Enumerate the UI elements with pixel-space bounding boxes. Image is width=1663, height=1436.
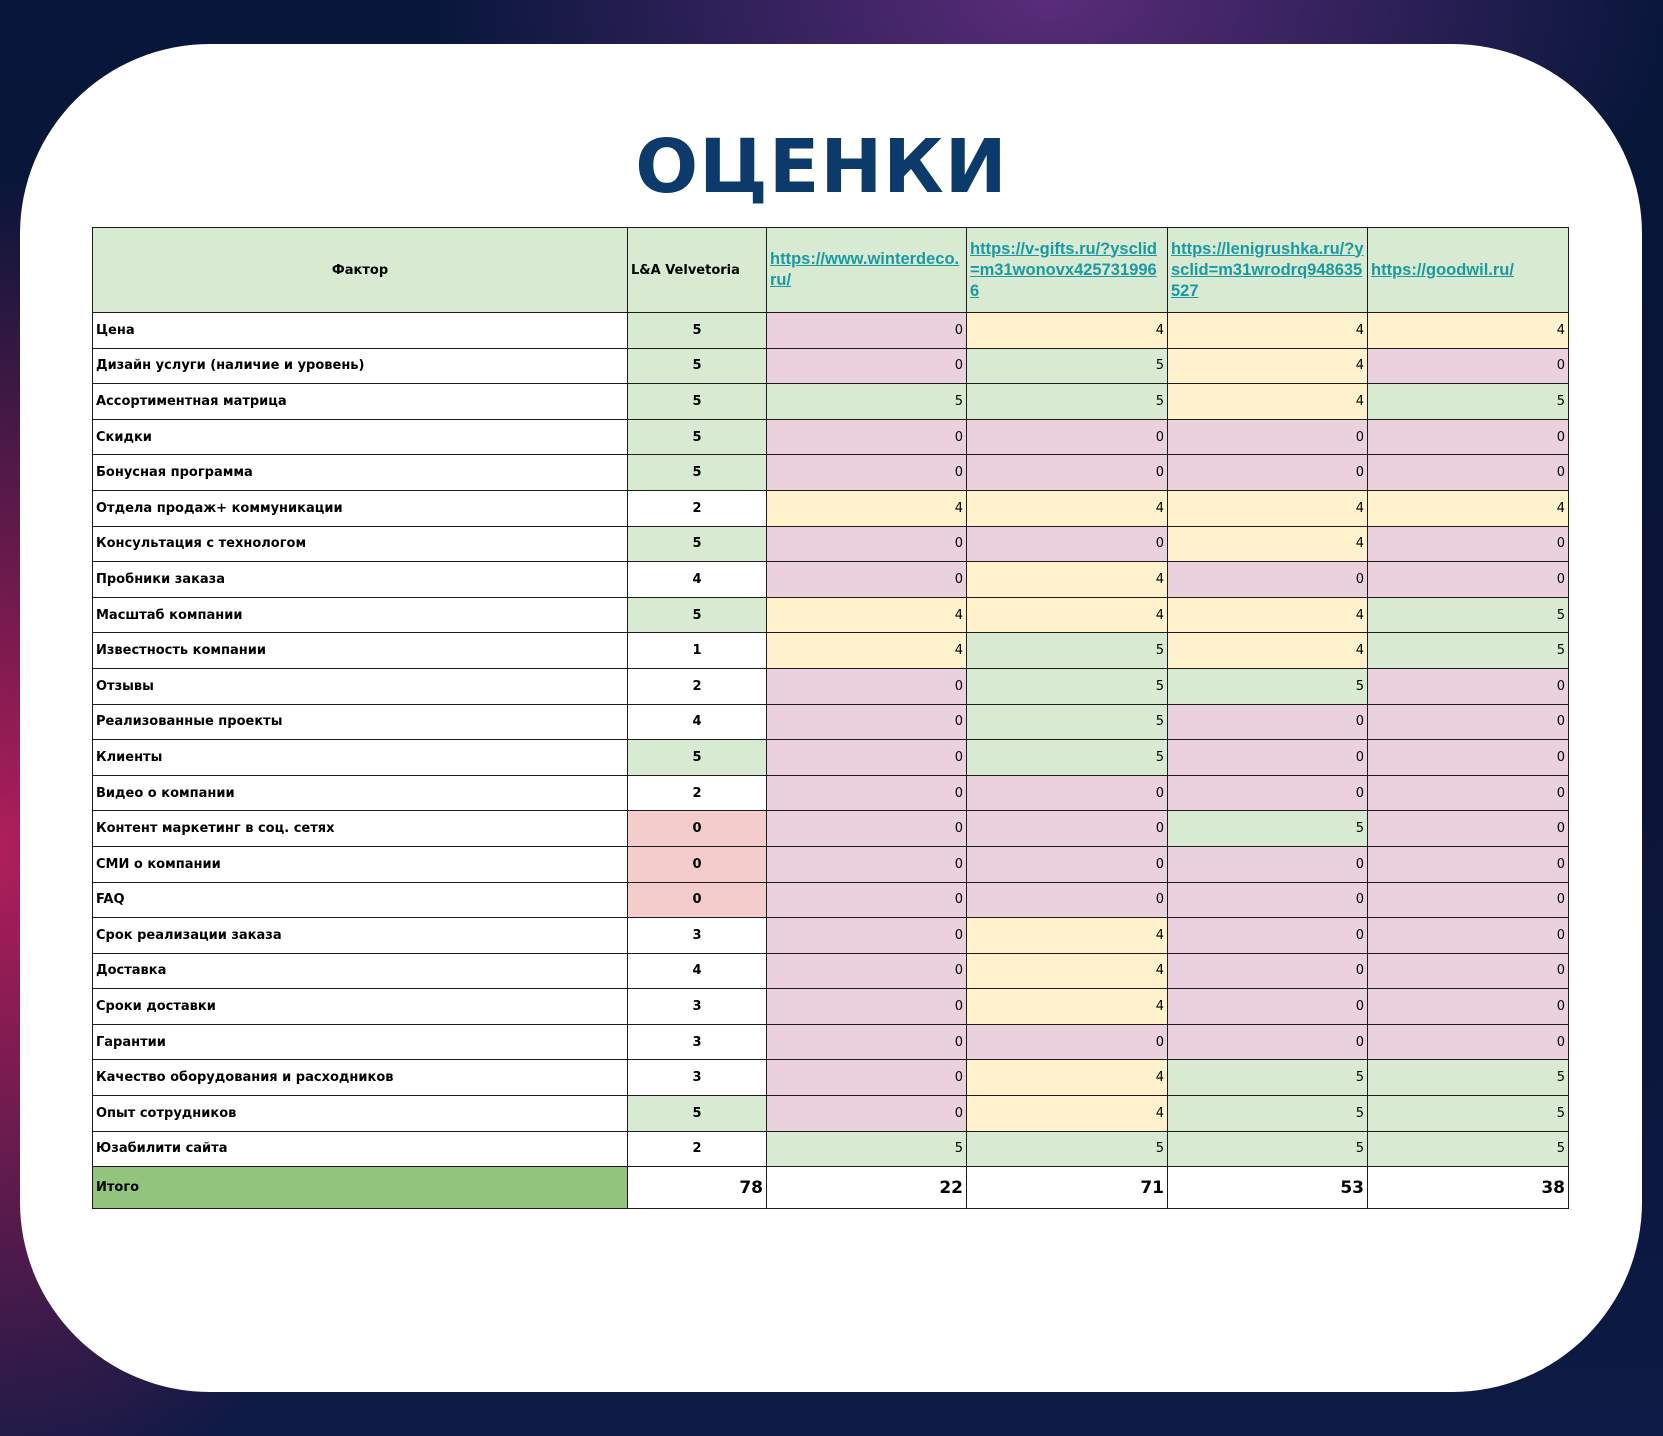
table-row [93,668,1569,704]
score-cell: 5 [1368,633,1569,669]
own-score-cell: 0 [628,882,767,918]
score-cell: 4 [1168,490,1368,526]
table-row [93,455,1569,491]
table-row [93,846,1569,882]
header-competitor-3 [1168,228,1368,313]
factor-cell: FAQ [93,882,628,918]
own-score-cell: 4 [628,562,767,598]
table-header-row [93,228,1569,313]
factor-cell: Отдела продаж+ коммуникации [93,490,628,526]
table-row [93,419,1569,455]
table-row [93,490,1569,526]
score-cell: 0 [967,882,1168,918]
score-cell: 5 [1368,1096,1569,1132]
score-cell: 0 [767,1024,967,1060]
factor-cell: Доставка [93,953,628,989]
score-cell: 0 [1368,419,1569,455]
score-cell: 0 [967,419,1168,455]
score-cell: 0 [1368,989,1569,1025]
score-cell: 0 [1168,740,1368,776]
own-score-cell: 5 [628,348,767,384]
factor-cell: СМИ о компании [93,846,628,882]
total-row [93,1167,1569,1209]
score-cell: 4 [1368,313,1569,349]
score-cell: 4 [967,953,1168,989]
score-cell: 0 [767,953,967,989]
table-row [93,1024,1569,1060]
score-cell: 0 [1368,668,1569,704]
own-score-cell: 5 [628,419,767,455]
score-cell: 0 [767,526,967,562]
table-row [93,918,1569,954]
own-score-cell: 5 [628,313,767,349]
score-cell: 0 [767,775,967,811]
page-title: ОЦЕНКИ [635,124,1008,210]
table-row [93,348,1569,384]
score-cell: 4 [1168,384,1368,420]
score-cell: 0 [1168,846,1368,882]
table-row [93,989,1569,1025]
scores-table [92,227,1569,1209]
score-cell: 5 [967,348,1168,384]
own-score-cell: 2 [628,668,767,704]
score-cell: 0 [1368,562,1569,598]
score-cell: 0 [767,1060,967,1096]
own-score-cell: 0 [628,846,767,882]
score-cell: 0 [1368,846,1569,882]
competitor-link[interactable]: https://www.winterdeco.ru/ [770,250,960,289]
score-cell: 0 [1168,419,1368,455]
score-cell: 0 [1368,953,1569,989]
score-cell: 0 [967,811,1168,847]
factor-cell: Ассортиментная матрица [93,384,628,420]
factor-cell: Юзабилити сайта [93,1131,628,1167]
score-cell: 5 [967,668,1168,704]
score-cell: 0 [1168,455,1368,491]
score-cell: 5 [967,704,1168,740]
score-cell: 5 [967,384,1168,420]
competitor-link[interactable]: https://lenigrushka.ru/?ysclid=m31wrodrq948635527 [1171,239,1364,300]
factor-cell: Цена [93,313,628,349]
factor-cell: Качество оборудования и расходников [93,1060,628,1096]
score-cell: 5 [1368,384,1569,420]
factor-cell: Срок реализации заказа [93,918,628,954]
factor-cell: Консультация с технологом [93,526,628,562]
score-cell: 4 [967,490,1168,526]
own-score-cell: 2 [628,490,767,526]
own-score-cell: 4 [628,953,767,989]
score-cell: 0 [767,455,967,491]
score-cell: 0 [767,562,967,598]
factor-cell: Отзывы [93,668,628,704]
own-score-cell: 1 [628,633,767,669]
header-factor: Фактор [93,228,628,313]
score-cell: 0 [767,740,967,776]
table-row [93,1131,1569,1167]
score-cell: 0 [767,668,967,704]
table-row [93,562,1569,598]
score-cell: 0 [1368,775,1569,811]
score-cell: 0 [767,882,967,918]
own-score-cell: 5 [628,526,767,562]
score-cell: 0 [1168,882,1368,918]
score-cell: 4 [967,918,1168,954]
table-row [93,704,1569,740]
own-score-cell: 5 [628,740,767,776]
score-cell: 5 [967,740,1168,776]
score-cell: 0 [767,989,967,1025]
factor-cell: Реализованные проекты [93,704,628,740]
score-cell: 0 [767,846,967,882]
score-cell: 4 [1368,490,1569,526]
score-cell: 0 [1368,740,1569,776]
table-row [93,597,1569,633]
table-row [93,775,1569,811]
score-cell: 4 [767,633,967,669]
score-cell: 0 [1368,455,1569,491]
score-cell: 0 [1368,526,1569,562]
score-cell: 5 [1168,1131,1368,1167]
table-row [93,882,1569,918]
factor-cell: Сроки доставки [93,989,628,1025]
total-competitor-3: 53 [1168,1167,1368,1209]
score-cell: 0 [767,419,967,455]
header-own-company: L&A Velvetoria [628,228,767,313]
score-cell: 0 [767,313,967,349]
factor-cell: Опыт сотрудников [93,1096,628,1132]
score-cell: 0 [767,811,967,847]
score-cell: 0 [1168,562,1368,598]
table-row [93,384,1569,420]
score-cell: 0 [1168,953,1368,989]
score-cell: 4 [1168,633,1368,669]
score-cell: 0 [1168,1024,1368,1060]
score-cell: 4 [967,597,1168,633]
score-cell: 0 [1368,811,1569,847]
own-score-cell: 5 [628,455,767,491]
table-row [93,1096,1569,1132]
table-row [93,811,1569,847]
score-cell: 0 [767,348,967,384]
score-cell: 0 [1168,918,1368,954]
score-cell: 5 [1368,1131,1569,1167]
factor-cell: Клиенты [93,740,628,776]
total-own: 78 [628,1167,767,1209]
score-cell: 5 [767,1131,967,1167]
score-cell: 5 [967,1131,1168,1167]
table-row [93,526,1569,562]
competitor-link[interactable]: https://v-gifts.ru/?ysclid=m31wonovx4257319966 [970,239,1158,300]
table-row [93,740,1569,776]
own-score-cell: 3 [628,1024,767,1060]
score-cell: 0 [1368,918,1569,954]
header-competitor-4 [1368,228,1569,313]
score-cell: 4 [767,490,967,526]
factor-cell: Дизайн услуги (наличие и уровень) [93,348,628,384]
score-cell: 5 [1368,1060,1569,1096]
score-cell: 0 [1368,348,1569,384]
table-row [93,953,1569,989]
table-row [93,313,1569,349]
table-row [93,633,1569,669]
score-cell: 5 [1168,1096,1368,1132]
score-cell: 5 [1168,1060,1368,1096]
own-score-cell: 0 [628,811,767,847]
score-cell: 4 [967,989,1168,1025]
score-cell: 5 [967,633,1168,669]
score-cell: 4 [1168,313,1368,349]
score-cell: 0 [1168,775,1368,811]
factor-cell: Гарантии [93,1024,628,1060]
score-cell: 5 [1168,668,1368,704]
own-score-cell: 5 [628,384,767,420]
score-cell: 0 [1368,1024,1569,1060]
score-cell: 0 [967,455,1168,491]
factor-cell: Известность компании [93,633,628,669]
total-label: Итого [93,1167,628,1209]
total-competitor-4: 38 [1368,1167,1569,1209]
factor-cell: Бонусная программа [93,455,628,491]
score-cell: 5 [1168,811,1368,847]
own-score-cell: 4 [628,704,767,740]
factor-cell: Скидки [93,419,628,455]
score-cell: 0 [1368,704,1569,740]
own-score-cell: 3 [628,1060,767,1096]
header-competitor-2 [967,228,1168,313]
own-score-cell: 2 [628,775,767,811]
header-competitor-1 [767,228,967,313]
competitor-link[interactable]: https://goodwil.ru/ [1371,260,1514,279]
table-row [93,1060,1569,1096]
factor-cell: Видео о компании [93,775,628,811]
score-cell: 0 [967,775,1168,811]
factor-cell: Пробники заказа [93,562,628,598]
total-competitor-2: 71 [967,1167,1168,1209]
score-cell: 5 [1368,597,1569,633]
own-score-cell: 3 [628,918,767,954]
score-cell: 4 [967,1060,1168,1096]
factor-cell: Масштаб компании [93,597,628,633]
score-cell: 0 [767,704,967,740]
total-competitor-1: 22 [767,1167,967,1209]
score-cell: 4 [967,313,1168,349]
score-cell: 0 [767,918,967,954]
score-cell: 0 [1168,704,1368,740]
score-cell: 0 [967,846,1168,882]
score-cell: 0 [967,1024,1168,1060]
score-cell: 0 [1368,882,1569,918]
score-cell: 0 [1168,989,1368,1025]
score-cell: 4 [967,1096,1168,1132]
own-score-cell: 3 [628,989,767,1025]
score-cell: 4 [767,597,967,633]
score-cell: 0 [967,526,1168,562]
score-cell: 4 [1168,348,1368,384]
own-score-cell: 2 [628,1131,767,1167]
score-cell: 5 [767,384,967,420]
score-cell: 4 [967,562,1168,598]
own-score-cell: 5 [628,1096,767,1132]
score-cell: 4 [1168,597,1368,633]
score-cell: 0 [767,1096,967,1132]
factor-cell: Контент маркетинг в соц. сетях [93,811,628,847]
own-score-cell: 5 [628,597,767,633]
score-cell: 4 [1168,526,1368,562]
